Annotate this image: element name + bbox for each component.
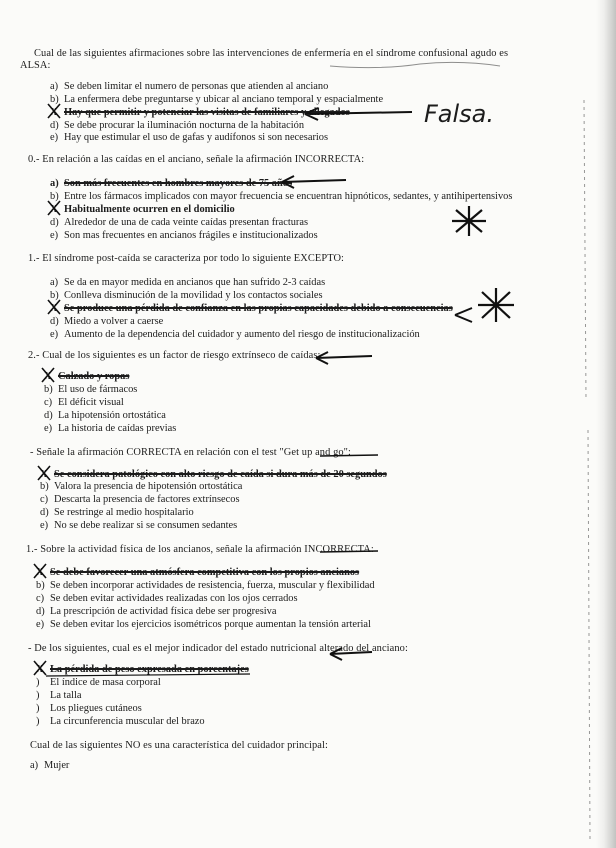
q7-underline xyxy=(46,674,250,676)
q3-option-b: b) Conlleva disminución de la movilidad y los contactos sociales xyxy=(50,290,323,301)
q1-option-c-struck: X Hay que permitir y potenciar las visitas de familiares y allegados xyxy=(50,107,350,118)
q7-option-e: ) La circunferencia muscular del brazo xyxy=(36,716,205,727)
q7-option-b: ) El índice de masa corporal xyxy=(36,677,161,688)
q7-arrow xyxy=(330,648,372,660)
q2-option-e: e) Son mas frecuentes en ancianos frágiles e institucionalizados xyxy=(50,230,318,241)
q4-x-mark xyxy=(42,368,54,382)
q2-asterisk xyxy=(452,206,486,236)
q5-option-d: d) Se restringe al medio hospitalario xyxy=(40,507,194,518)
q5-option-a-struck: X Se considera patológico con alto riesgo de caída si dura más de 20 segundos xyxy=(40,469,387,480)
q3-option-c-struck: X Se produce una pérdida de confianza en las propias capacidades debido a consecuencias xyxy=(50,303,453,314)
q7-option-c: ) La talla xyxy=(36,690,82,701)
q6-option-e: e) Se deben evitar los ejercicios isométricos porque aumentan la tensión arterial xyxy=(36,619,371,630)
q8-option-a: a) Mujer xyxy=(30,760,70,771)
q2-x-mark xyxy=(48,201,60,215)
q5-stem: - Señale la afirmación CORRECTA en relación con el test "Get up and go": xyxy=(30,447,351,458)
q2-option-c-marked: X Habitualmente ocurren en el domicilio xyxy=(50,204,235,215)
q6-stem: 1.- Sobre la actividad física de los ancianos, señale la afirmación INCORRECTA: xyxy=(26,544,374,555)
q3-arrow xyxy=(455,308,472,322)
q2-option-b: b) Entre los fármacos implicados con mayor frecuencia se encuentran hipnóticos, sedantes, y antihipertensivos xyxy=(50,191,513,202)
q1-stem-line2: ALSA: xyxy=(20,60,51,71)
q5-option-b: b) Valora la presencia de hipotensión ortostática xyxy=(40,481,243,492)
q1-x-mark xyxy=(48,104,60,118)
q3-asterisk xyxy=(478,288,514,322)
handwritten-falsa: Falsa. xyxy=(424,100,495,128)
q7-stem: - De los siguientes, cual es el mejor indicador del estado nutricional alterado del anciano: xyxy=(28,643,408,654)
right-edge-streak xyxy=(584,100,590,840)
q1-arrow xyxy=(305,108,412,120)
q4-option-b: b) El uso de fármacos xyxy=(44,384,138,395)
q6-option-c: c) Se deben evitar actividades realizadas con los ojos cerrados xyxy=(36,593,298,604)
q5-arrow xyxy=(320,455,378,456)
q6-arrow xyxy=(320,551,378,552)
q4-arrow xyxy=(316,352,372,364)
q6-option-a-struck: X Se debe favorecer una atmósfera competitiva con los propios ancianos xyxy=(36,567,360,578)
q7-x-mark xyxy=(34,661,46,675)
q3-option-a: a) Se da en mayor medida en ancianos que han sufrido 2-3 caídas xyxy=(50,277,326,288)
q3-x-mark xyxy=(48,300,60,314)
q5-option-e: e) No se debe realizar si se consumen sedantes xyxy=(40,520,238,531)
q1-stem-line1: Cual de las siguientes afirmaciones sobre las intervenciones de enfermería en el síndrome confusional agudo es xyxy=(34,48,509,59)
q3-option-d: d) Miedo a volver a caerse xyxy=(50,316,164,327)
q3-stem: 1.- El síndrome post-caída se caracteriza por todo lo siguiente EXCEPTO: xyxy=(28,253,345,264)
q2-arrow xyxy=(282,176,346,188)
q5-option-c: c) Descarta la presencia de factores extrínsecos xyxy=(40,494,240,505)
q4-option-c: c) El déficit visual xyxy=(44,397,124,408)
q4-option-e: e) La historia de caídas previas xyxy=(44,423,177,434)
q7-option-d: ) Los pliegues cutáneos xyxy=(36,703,142,714)
q4-stem: 2.- Cual de los siguientes es un factor de riesgo extrínseco de caídas: xyxy=(28,350,321,361)
q5-x-mark xyxy=(38,466,50,480)
q2-option-d: d) Alrededor de una de cada veinte caídas presentan fracturas xyxy=(50,217,309,228)
q6-option-b: b) Se deben incorporar actividades de resistencia, fuerza, muscular y flexibilidad xyxy=(36,580,375,591)
q7-option-a-struck: X La pérdida de peso expresada en porcentajes xyxy=(36,664,249,675)
q4-option-a-struck: X Calzado y ropas xyxy=(44,371,130,382)
q8-stem: Cual de las siguientes NO es una característica del cuidador principal: xyxy=(30,740,328,751)
q3-option-e: e) Aumento de la dependencia del cuidador y aumento del riesgo de institucionalización xyxy=(50,329,420,340)
q4-option-d: d) La hipotensión ortostática xyxy=(44,410,166,421)
q1-option-a: a) Se deben limitar el numero de personas que atienden al anciano xyxy=(50,81,329,92)
q6-option-d: d) La prescripción de actividad física debe ser progresiva xyxy=(36,606,277,617)
q1-option-d: d) Se debe procurar la iluminación nocturna de la habitación xyxy=(50,120,305,131)
q6-x-mark xyxy=(34,564,46,578)
q2-option-a-struck: a) Son más frecuentes en hombres mayores de 75 años xyxy=(50,178,293,189)
q2-stem: 0.- En relación a las caídas en el anciano, señale la afirmación INCORRECTA: xyxy=(28,154,365,165)
q1-option-e: e) Hay que estimular el uso de gafas y audífonos si son necesarios xyxy=(50,132,329,143)
q1-underline-scribble xyxy=(330,62,500,67)
scan-edge-shadow xyxy=(596,0,616,848)
q1-option-b: b) La enfermera debe preguntarse y ubicar al anciano temporal y espacialmente xyxy=(50,94,384,105)
